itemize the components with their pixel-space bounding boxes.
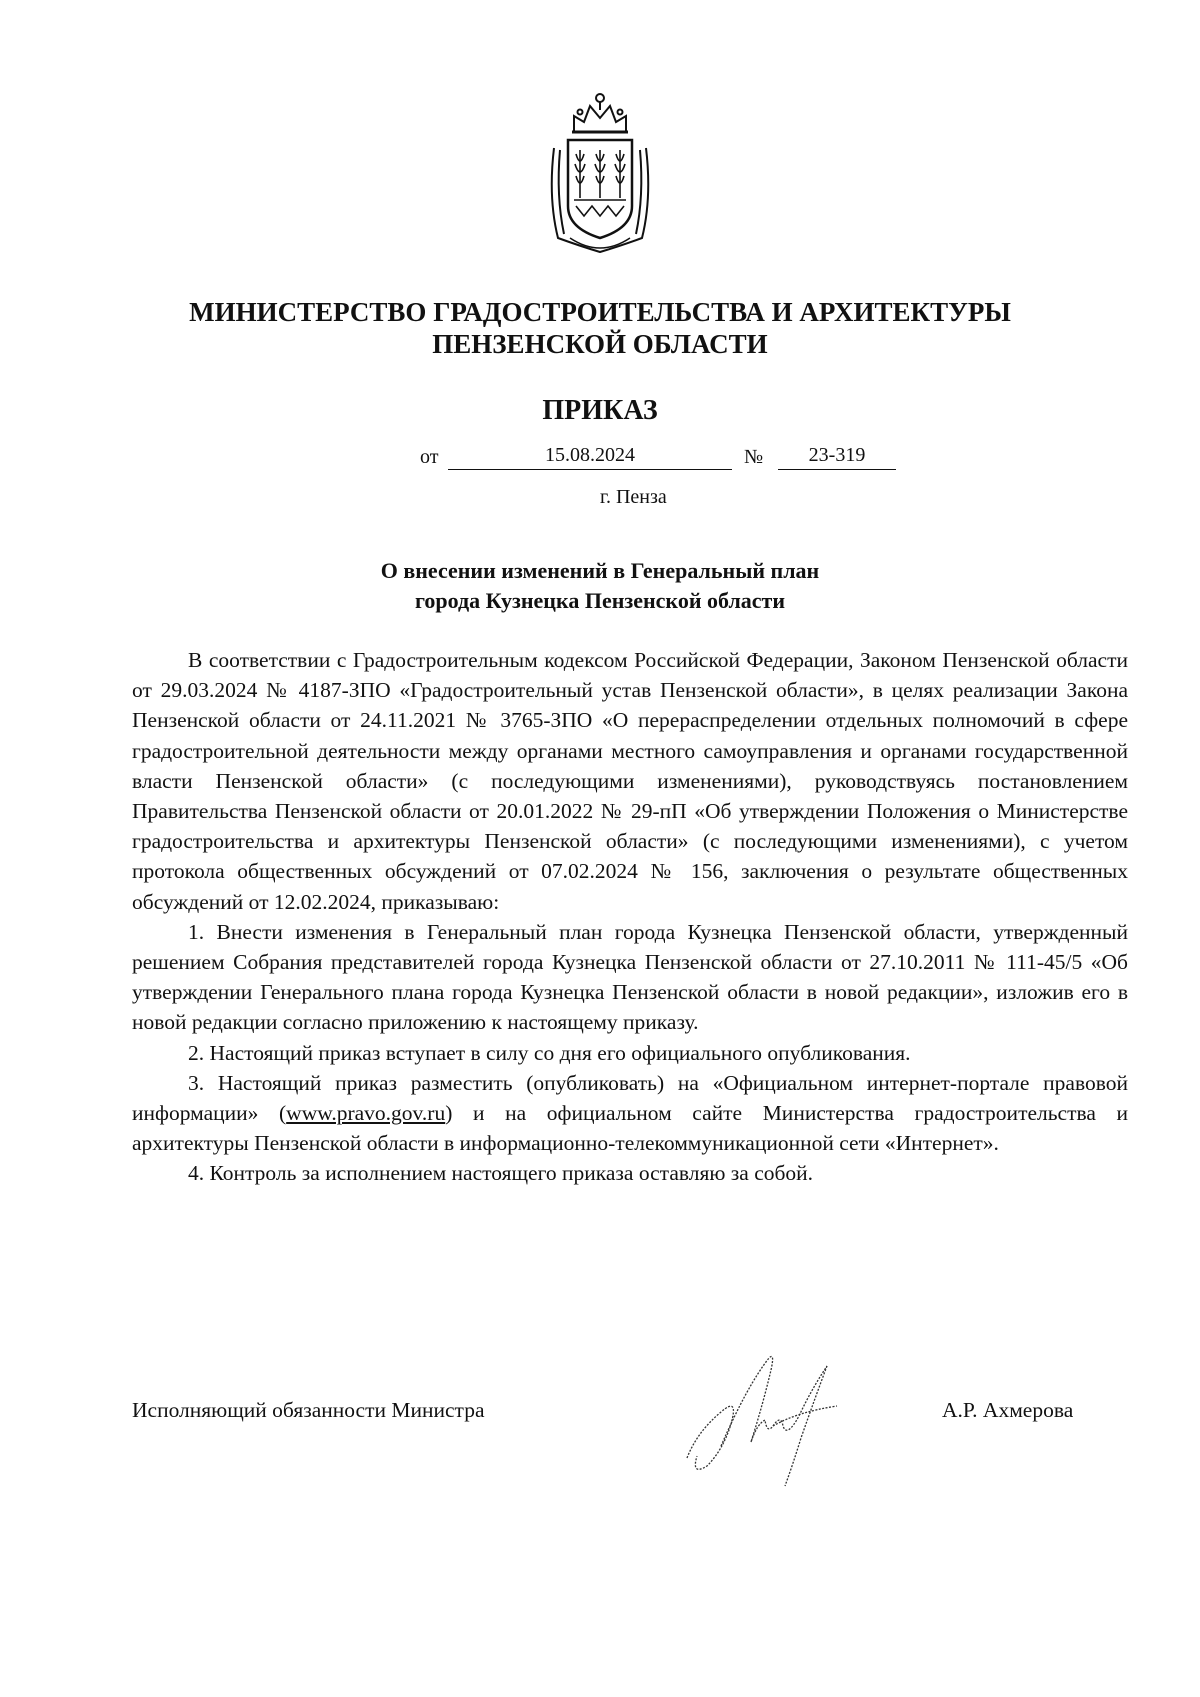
order-item-3-text-before: 3. Настоящий приказ разместить (опубликовать) на «Официальном интернет-портале правовой информации» (	[132, 1070, 1128, 1126]
order-item-2: 2. Настоящий приказ вступает в силу со дня его официального опубликования.	[188, 1040, 911, 1065]
date-number-row	[420, 442, 900, 476]
order-item-1: 1. Внести изменения в Генеральный план города Кузнецка Пензенской области, утвержденный решением Собрания представителей города Кузнецка Пензенской области от 27.10.2011 № 111-45/5 «Об утверждении Генерального плана города Кузнецка Пензенской области в новой редакции», изложив его в новой редакции согласно приложению к настоящему приказу.	[132, 919, 1128, 1035]
ministry-name	[130, 296, 1070, 360]
preamble-paragraph: В соответствии с Градостроительным кодексом Российской Федерации, Законом Пензенской области от 29.03.2024 № 4187-ЗПО «Градостроительный устав Пензенской области», в целях реализации Закона Пензенской области от 24.11.2021 № 3765-ЗПО «О перераспределении отдельных полномочий в сфере градостроительной деятельности между органами местного самоуправления и органами государственной власти Пензенской области» (с последующими изменениями), руководствуясь постановлением Правительства Пензенской области от 20.01.2022 № 29-пП «Об утверждении Положения о Министерстве градостроительства и архитектуры Пензенской области» (с последующими изменениями), с учетом протокола общественных обсуждений от 07.02.2024 № 156, заключения о результате общественных обсуждений от 12.02.2024, приказываю:	[132, 648, 1128, 914]
document-date: 15.08.2024	[448, 442, 732, 470]
order-item-4: 4. Контроль за исполнением настоящего приказа оставляю за собой.	[188, 1161, 814, 1186]
ministry-name-line1: МИНИСТЕРСТВО ГРАДОСТРОИТЕЛЬСТВА И АРХИТЕКТУРЫ	[189, 297, 1011, 327]
document-subject	[260, 556, 940, 616]
document-body	[132, 645, 1128, 1189]
penza-coat-of-arms-icon	[540, 88, 660, 254]
document-number: 23-319	[778, 442, 896, 470]
number-label: №	[744, 446, 764, 468]
handwritten-signature-icon	[677, 1346, 857, 1496]
signatory-title: Исполняющий обязанности Министра	[132, 1398, 485, 1422]
subject-line1: О внесении изменений в Генеральный план	[380, 558, 820, 583]
document-city: г. Пенза	[600, 486, 667, 508]
order-item-3	[132, 1068, 1128, 1159]
order-item-3-text-after: ) и на официальном сайте Министерства градостроительства и архитектуры Пензенской области в информационно-телекоммуникационной сети «Интернет».	[132, 1101, 1129, 1156]
document-type: ПРИКАЗ	[542, 395, 658, 426]
signatory-name: А.Р. Ахмерова	[942, 1398, 1074, 1422]
date-label: от	[420, 446, 439, 468]
subject-line2: города Кузнецка Пензенской области	[414, 588, 786, 613]
ministry-name-line2: ПЕНЗЕНСКОЙ ОБЛАСТИ	[432, 329, 768, 359]
pravo-gov-link[interactable]: www.pravo.gov.ru	[286, 1101, 446, 1126]
signature-block	[132, 1398, 1112, 1538]
